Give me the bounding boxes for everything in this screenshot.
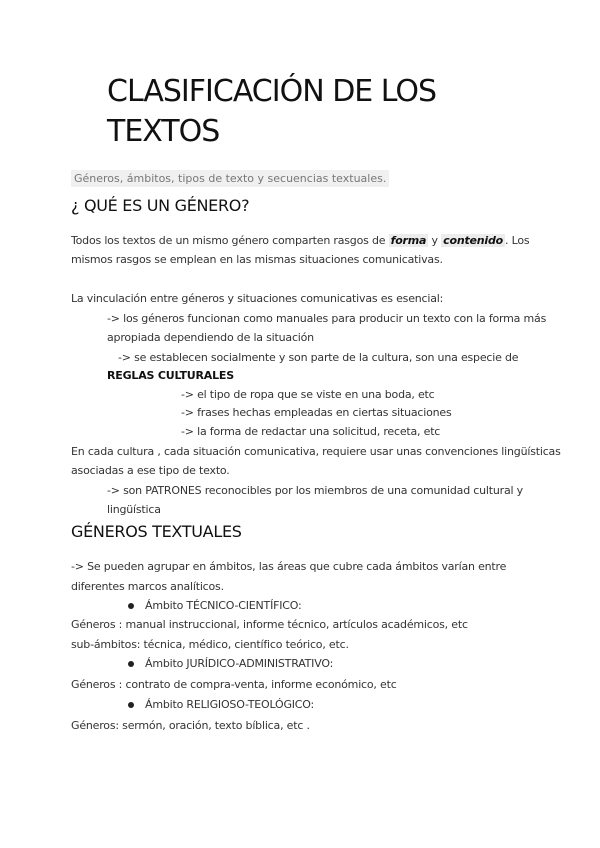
paragraph-line: asociadas a ese tipo de texto. <box>71 464 230 477</box>
paragraph-line: mismos rasgos se emplean en las mismas situaciones comunicativas. <box>71 253 443 266</box>
paragraph-line: -> los géneros funcionan como manuales para producir un texto con la forma más <box>107 312 547 325</box>
bullet-label: Ámbito TÉCNICO-CIENTÍFICO: <box>145 599 302 612</box>
section-heading-generos-textuales: GÉNEROS TEXTUALES <box>71 522 242 541</box>
example-line: -> el tipo de ropa que se viste en una boda, etc <box>181 388 435 401</box>
list-item <box>128 599 302 612</box>
title-line-1: CLASIFICACIÓN DE LOS <box>107 74 437 109</box>
text-span: y <box>428 234 442 247</box>
bullet-icon <box>128 702 134 708</box>
paragraph-line: Géneros : manual instruccional, informe técnico, artículos académicos, etc <box>71 618 468 631</box>
highlight-contenido: contenido <box>443 234 504 247</box>
paragraph-line: -> Se pueden agrupar en ámbitos, las áreas que cubre cada ámbitos varían entre <box>71 560 507 573</box>
text-span: . Los <box>505 234 530 247</box>
paragraph-line: diferentes marcos analíticos. <box>71 580 224 593</box>
paragraph-line: En cada cultura , cada situación comunicativa, requiere usar unas convenciones lingüísticas <box>71 445 561 458</box>
bullet-label: Ámbito JURÍDICO-ADMINISTRATIVO: <box>145 657 334 670</box>
page-subtitle: Géneros, ámbitos, tipos de texto y secuencias textuales. <box>71 170 389 187</box>
section-heading-genero: ¿ QUÉ ES UN GÉNERO? <box>71 196 250 215</box>
title-line-2: TEXTOS <box>107 114 220 149</box>
highlight-forma: forma <box>390 234 427 247</box>
text-span: Todos los textos de un mismo género comparten rasgos de <box>71 234 389 247</box>
paragraph-line: apropiada dependiendo de la situación <box>107 331 314 344</box>
paragraph-line: lingüística <box>107 503 161 516</box>
paragraph-line: -> se establecen socialmente y son parte de la cultura, son una especie de <box>118 351 519 364</box>
paragraph-line: -> son PATRONES reconocibles por los miembros de una comunidad cultural y <box>107 484 523 497</box>
example-line: -> la forma de redactar una solicitud, receta, etc <box>181 425 441 438</box>
paragraph-line <box>71 234 529 247</box>
bullet-label: Ámbito RELIGIOSO-TEOLÓGICO: <box>145 698 315 711</box>
paragraph-line: sub-ámbitos: técnica, médico, científico teórico, etc. <box>71 638 349 651</box>
reglas-culturales-label: REGLAS CULTURALES <box>107 369 234 382</box>
list-item <box>128 698 314 711</box>
paragraph-line: Géneros: sermón, oración, texto bíblica, etc . <box>71 719 310 732</box>
page-title <box>107 72 527 152</box>
list-item <box>128 657 333 670</box>
bullet-icon <box>128 603 134 609</box>
bullet-icon <box>128 661 134 667</box>
example-line: -> frases hechas empleadas en ciertas situaciones <box>181 406 452 419</box>
paragraph-line: La vinculación entre géneros y situaciones comunicativas es esencial: <box>71 292 444 305</box>
paragraph-line: Géneros : contrato de compra-venta, informe económico, etc <box>71 678 397 691</box>
